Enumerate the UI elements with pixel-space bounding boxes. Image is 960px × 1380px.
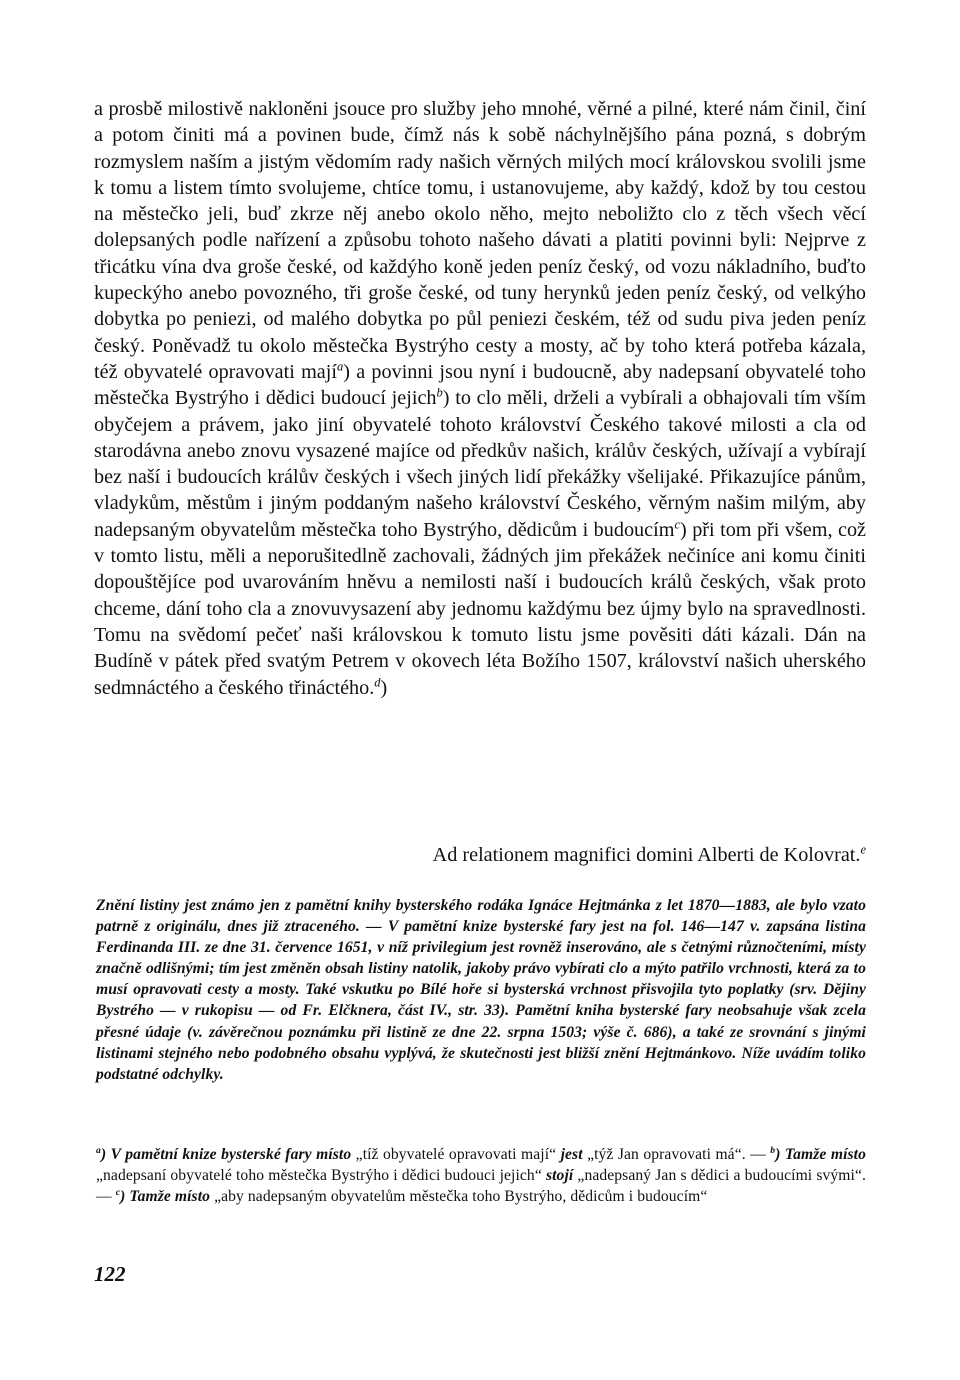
footnote-mark-c: c bbox=[674, 517, 680, 532]
charter-text-part-1: a prosbě milostivě nakloněni jsouce pro služby jeho mnohé, věrné a pilné, které nám činil, činí a potom činiti má a povinen bude, čímž nás k sobě náchylnějšího pána pozná, s dobrým rozmyslem naším a jistým vědomím rady našich věrných milých mocí královskou svolili jsme k tomu a listem tímto svolujeme, chtíce tomu, i ustanovujeme, aby každý, kdož by tou cestou na městečko jeli, buď zkrze něj anebo okolo něho, mejto neboližto clo z těch všech věcí dolepsaných podle nařízení a způsobu tohoto našeho dávati a platiti povinni byli: Nejprve z třicátku vína dva groše české, od každýho koně jeden peníz český, od vozu nákladního, buďto kupeckýho anebo povozného, tři groše české, od tuny herynků jeden peníz český, od velkýho dobytka po peniezi, od malého dobytka po půl peniezi českém, též od sudu piva jeden peníz český. Poněvadž tu okolo městečka Bystrýho cesty a mosty, ač by toho která potřeba kázala, též obyvatelé opravovati mají bbox=[94, 98, 866, 383]
variant-note-a: $^a$) V pamětní knize bysterské fary místo „tíž obyvatelé opravovati mají“ jest „týž Jan opravovati má“. — bbox=[96, 1144, 771, 1163]
footnote-mark-d: d bbox=[374, 674, 381, 689]
signature-line bbox=[94, 842, 866, 868]
charter-text-part-4: ) při tom při všem, což v tomto listu, měli a neporušitedlně zachovali, žádných jim překážek nečiníce ani komu činiti dopouštějíce pod uvarováním hněvu a nemilosti naší i budoucích králů českých, však proto chceme, dání toho cla a znovuvysazení aby jednomu každýmu bez újmy bylo na spravedlnosti. Tomu na svědomí pečeť naši královskou k tomuto listu jsme pověsiti dáti kázali. Dán na Budíně v pátek před svatým Petrem v okovech léta Božího 1507, království našich uherského sedmnáctého a českého třináctého. bbox=[94, 518, 866, 699]
charter-text-end: ) bbox=[380, 676, 388, 699]
editorial-note bbox=[96, 895, 866, 1085]
charter-text-part-2: ) a povinni jsou nyní i budoucně, aby nadepsaní obyvatelé toho městečka Bystrýho i dědici budoucí jejich bbox=[94, 360, 867, 410]
variant-note-b: $^b$) Tamže místo „nadepsaní obyvatelé toho městečka Bystrýho i dědici budouci jejich“ stojí „nadepsaný Jan s dědici a budoucími svými“. — bbox=[96, 1144, 866, 1206]
editorial-note-text: Znění listiny jest známo jen z pamětní knihy bysterského rodáka Ignáce Hejtmánka z let 1870—1883, ale bylo vzato patrně z originálu, dnes již ztraceného. — V pamětní knize bysterské fary jest na fol. 146—147 v. zapsána listina Ferdinanda III. ze dne 31. července 1651, v níž privilegium jest rovněž inserováno, ale s četnými různočteními, místy značně odlišnými; tím jest změněn obsah listiny natolik, jakoby právo vybírati clo a mýto patřilo vrchnosti, která za to musí opravovati cesty a mosty. Také vskutku po Bílé hoře si bysterská vrchnost přisvojila tyto poplatky (srv. Dějiny Bystrého — v rukopisu — od Fr. Elčknera, část IV., str. 33). Pamětní kniha bysterské fary neobsahuje však zcela přesné údaje (v. závěrečnou poznámku při listině ze dne 22. srpna 1503; výše č. 686), a také ze srovnání s jinými listinami stejného nebo podobného obsahu vyplývá, že skutečnosti jest bližší znění Hejtmánkovo. Níže uvádím toliko podstatné odchylky. bbox=[96, 897, 866, 1083]
footnote-mark-b: b bbox=[436, 385, 443, 400]
page-number: 122 bbox=[94, 1262, 126, 1286]
signature-text: Ad relationem magnifici domini Alberti de Kolovrat. bbox=[432, 844, 861, 866]
variant-notes bbox=[96, 1144, 866, 1207]
charter-paragraph bbox=[94, 96, 866, 701]
variant-note-c: $^c$) Tamže místo „aby nadepsaným obyvatelům městečka toho Bystrýho, dědicům i budoucím“ bbox=[115, 1187, 708, 1206]
footnote-mark-a: a bbox=[336, 359, 344, 374]
variant-notes-paragraph bbox=[96, 1144, 866, 1207]
charter-text-part-3: ) to clo měli, drželi a vybírali a obhajovali tím vším obyčejem a právem, jako jiní obyvatelé tohoto království Českého takové milosti a cla od starodávna anebo znovu vysazené majíce od předkův našich, králův českých, užívají a vybírají bez naší i budoucích králův českých i všech jiných lidí překážky všelijaké. Přikazujíce pánům, vladykům, městům i jiným poddaným našeho království Českého, věrným našim milým, aby nadepsaným obyvatelům městečka toho Bystrýho, dědicům i budoucím bbox=[94, 387, 866, 541]
footnote-mark-e: e bbox=[860, 842, 866, 857]
charter-text bbox=[94, 96, 866, 701]
